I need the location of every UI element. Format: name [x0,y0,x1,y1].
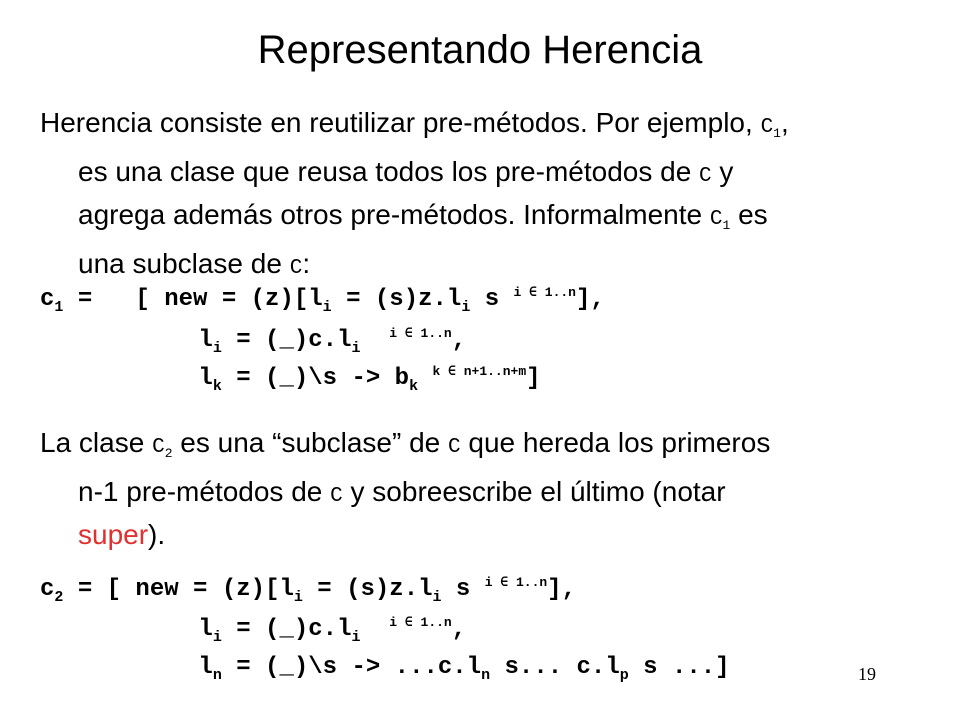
paragraph-line-1 [40,424,920,473]
class-c1 [709,208,731,234]
code-token: s ...] [628,654,730,681]
text-fragment: agrega además otros pre-métodos. Informalmente [78,199,710,231]
code-subscript: i [212,340,222,357]
code-token: , [451,616,467,643]
code-subscript: p [619,667,629,684]
class-c: C [699,165,712,189]
text-fragment: La clase [40,427,153,458]
class-c: C [448,436,461,459]
code-c1-line-2 [40,326,467,357]
code-subscript: k [212,378,222,395]
code-subscript: i [293,589,303,606]
text-fragment: que hereda los primeros [460,427,771,458]
code-token: c [40,576,55,603]
text-fragment: y sobreescribe el último (notar [342,476,726,508]
text-fragment: es [730,199,768,231]
code-token: = [ new = (z)[l [63,286,323,313]
code-token: , [451,327,467,354]
slide-title: Representando Herencia [257,28,703,72]
code-superscript: i ∈ 1..n [513,285,576,300]
code-superscript: i ∈ 1..n [389,615,452,630]
code-c2-line-1 [40,575,576,606]
paragraph-subclase [40,424,920,554]
code-token: ] [526,365,541,392]
code-token: = (_)c.l [221,616,352,643]
paragraph-line-2 [40,473,920,516]
code-subscript: 1 [54,299,64,316]
code-token: l [40,654,213,681]
code-token: = [ new = (z)[l [63,576,294,603]
keyword-super: super [78,519,149,551]
code-token: = (s)z.l [331,286,462,313]
code-token: l [40,616,213,643]
code-token: l [40,327,213,354]
code-token: c [40,286,55,313]
code-token: = (s)z.l [302,576,433,603]
code-c1-line-3 [40,364,541,395]
code-token [360,616,389,643]
class-c2 [152,436,173,462]
paragraph-line-3 [40,196,920,245]
code-c2-line-3 [40,654,730,684]
paragraph-line-1 [40,104,920,153]
code-subscript: i [212,629,222,646]
text-fragment: n-1 pre-métodos de [78,476,331,508]
text-fragment: ). [148,519,166,551]
code-c2-line-2 [40,615,467,646]
page-number: 19 [858,664,876,684]
text-fragment: una subclase de [78,248,290,280]
code-token: ], [575,286,605,313]
code-subscript: n [481,667,491,684]
code-subscript: i [351,629,361,646]
class-c1-subscript: 1 [773,126,781,142]
code-superscript: k ∈ n+1..n+m [432,364,527,379]
paragraph-line-3 [40,516,920,554]
code-token [360,327,389,354]
class-c1 [760,116,781,142]
code-subscript: i [432,589,442,606]
code-token: = (_)\s -> b [221,365,410,392]
class-c1-subscript: 1 [722,218,731,234]
code-subscript: 2 [54,589,64,606]
code-c1-line-1 [40,285,605,316]
class-c2-subscript: 2 [164,446,173,462]
paragraph-line-4 [40,245,920,288]
code-token: = (_)c.l [221,327,352,354]
code-subscript: i [322,299,332,316]
code-superscript: i ∈ 1..n [484,575,548,590]
code-subscript: k [409,378,419,395]
paragraph-line-2 [40,153,920,196]
class-c1-base: C [709,208,723,232]
class-c: C [289,257,303,281]
class-c: C [330,485,343,509]
text-fragment: : [302,248,311,280]
code-subscript: i [351,340,361,357]
text-fragment: y [711,156,734,188]
text-fragment: es una “subclase” de [172,427,448,458]
code-token: s [441,576,485,603]
paragraph-herencia [40,104,920,288]
code-token: = (_)\s -> ...c.l [221,654,482,681]
code-token [418,365,432,392]
code-subscript: i [461,299,471,316]
class-c2-base: C [152,436,165,459]
code-token: s... c.l [490,654,620,681]
text-fragment: es una clase que reusa todos los pre-métodos de [78,156,700,188]
class-c1-base: C [760,116,774,139]
text-fragment: , [780,107,789,138]
code-token: l [40,365,213,392]
code-subscript: n [212,667,222,684]
code-token: s [470,286,514,313]
code-token: ], [547,576,576,603]
text-fragment: Herencia consiste en reutilizar pre-métodos. Por ejemplo, [40,107,761,138]
code-superscript: i ∈ 1..n [389,326,452,341]
